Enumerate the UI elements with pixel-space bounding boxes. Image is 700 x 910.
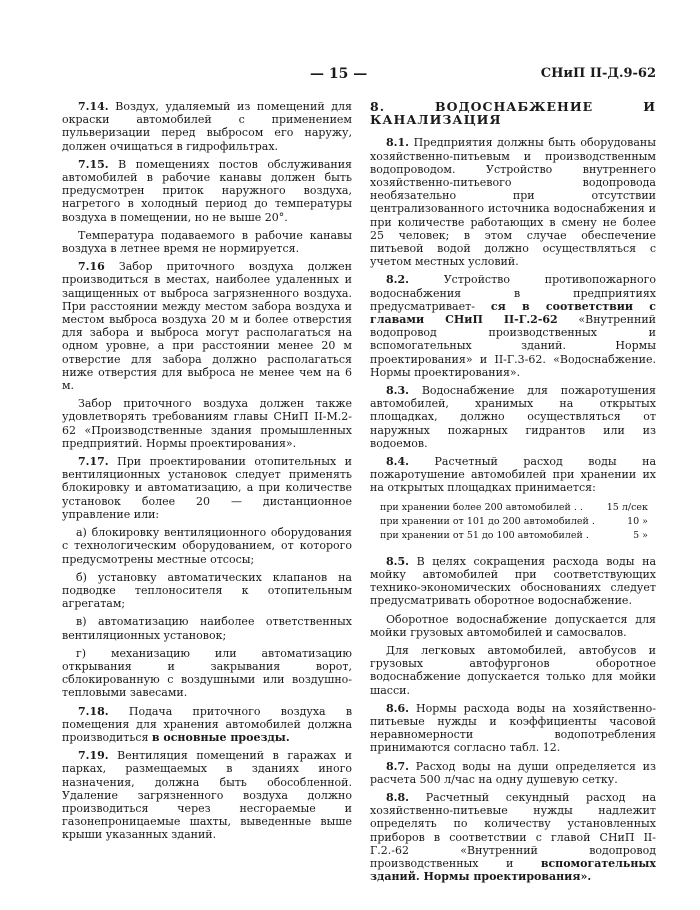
clause-text: Воздух, удаляемый из помещений для окраски автомобилей с применением пульверизации перед выбросом его наружу, должен очищаться в гидрофильтрах. bbox=[62, 100, 352, 153]
clause-number: 7.15. bbox=[78, 157, 109, 171]
rate-value: 5 » bbox=[633, 529, 648, 541]
clause-text-bold: ся в соответствии с главами СНиП II-Г.2-62 bbox=[370, 299, 656, 327]
clause-text: Водоснабжение для пожаротушения автомобилей, хранимых на открытых площадках, должно осуществляться от наружных пожарных гидрантов или из водоемов. bbox=[370, 384, 656, 450]
clause-text: Расчетный расход воды на пожаротушение автомобилей при хранении их на открытых площадках принимается: bbox=[370, 455, 656, 495]
clause-number: 8.3. bbox=[386, 384, 409, 398]
clause-number: 7.18. bbox=[78, 704, 109, 718]
clause-number: 7.16 bbox=[78, 260, 105, 274]
clause-text: Устройство противопожарного водоснабжения в предприятиях предусматривает- bbox=[370, 273, 656, 313]
clause-8-5-paragraph: Для легковых автомобилей, автобусов и грузовых автофургонов оборотное водоснабжение допускается только для мойки шасси. bbox=[370, 643, 656, 697]
rate-value: 10 » bbox=[627, 515, 648, 527]
clause-7-15 bbox=[62, 158, 352, 224]
clause-8-1 bbox=[370, 136, 656, 268]
clause-7-16-paragraph: Забор приточного воздуха должен также удовлетворять требованиям главы СНиП II-М.2-62 «Производственные здания промышленных предприятий. Нормы проектирования». bbox=[62, 397, 352, 450]
clause-text: Вентиляция помещений в гаражах и парках, размещаемых в зданиях иного назначения, должна быть обособленной. Удаление загрязненного воздуха должно производиться через несгораемые и газонепроницаемые шахты, выведенные выше крыши указанных зданий. bbox=[62, 749, 352, 842]
clause-8-2 bbox=[370, 273, 656, 379]
right-column bbox=[370, 100, 656, 888]
page-number: — 15 — bbox=[310, 66, 368, 82]
document-code: СНиП II-Д.9-62 bbox=[540, 66, 656, 81]
table-row bbox=[370, 515, 656, 529]
clause-number: 8.1. bbox=[386, 136, 409, 150]
rate-label: при хранении более 200 автомобилей . . bbox=[380, 501, 583, 513]
left-column bbox=[62, 100, 352, 847]
clause-7-16 bbox=[62, 260, 352, 392]
clause-8-8 bbox=[370, 791, 656, 883]
clause-number: 8.5. bbox=[386, 554, 409, 568]
clause-8-3 bbox=[370, 384, 656, 450]
clause-number: 8.7. bbox=[386, 759, 409, 773]
clause-7-18 bbox=[62, 705, 352, 745]
clause-text: В помещениях постов обслуживания автомобилей в рабочие канавы должен быть предусмотрен приток наружного воздуха, нагретого в холодный период до температуры воздуха в помещении, но не выше 20°. bbox=[62, 157, 352, 224]
clause-text: Подача приточного воздуха в помещения для хранения автомобилей должна производиться bbox=[62, 704, 353, 744]
clause-7-15-paragraph: Температура подаваемого в рабочие канавы воздуха в летнее время не нормируется. bbox=[62, 228, 352, 256]
rate-label: при хранении от 51 до 100 автомобилей . bbox=[380, 529, 589, 541]
page-header bbox=[60, 66, 656, 86]
clause-text: «Внутренний водопровод производственных и вспомогательных зданий. Нормы проектирования» и II-Г.3-62. «Водоснабжение. Нормы проектирования». bbox=[370, 313, 656, 379]
clause-text: Расход воды на души определяется из расчета 500 л/час на одну душевую сетку. bbox=[370, 759, 657, 786]
clause-text: Нормы расхода воды на хозяйственно-питьевые нужды и коэффициенты часовой неравномерности водопотребления принимаются согласно табл. 12. bbox=[370, 701, 656, 755]
clause-number: 7.19. bbox=[78, 749, 109, 763]
clause-8-5 bbox=[370, 555, 656, 608]
clause-8-4 bbox=[370, 455, 656, 495]
clause-8-5-paragraph: Оборотное водоснабжение допускается для мойки грузовых автомобилей и самосвалов. bbox=[370, 612, 656, 639]
clause-number: 8.8. bbox=[386, 790, 409, 804]
clause-7-17-item-b: б) установку автоматических клапанов на подводке теплоносителя к отопительным агрегатам; bbox=[62, 570, 352, 611]
clause-7-14 bbox=[62, 100, 352, 153]
rate-value: 15 л/сек bbox=[606, 501, 648, 513]
clause-number: 8.2. bbox=[386, 273, 409, 287]
clause-7-17-item-a: а) блокировку вентиляционного оборудования с технологическим оборудованием, от которого предусмотрены местные отсосы; bbox=[62, 526, 352, 566]
clause-text: Расчетный секундный расход на хозяйственно-питьевые нужды надлежит определять по количеству установленных приборов в соответствии с главой СНиП II-Г.2.-62 «Внутренний водопровод производственных и bbox=[370, 790, 657, 870]
clause-8-6 bbox=[370, 702, 656, 755]
clause-number: 8.6. bbox=[386, 701, 409, 715]
clause-text-bold: в основные проезды. bbox=[151, 730, 290, 744]
clause-text: В целях сокращения расхода воды на мойку автомобилей при соответствующих технико-экономических обоснованиях следует предусматривать оборотное водоснабжение. bbox=[370, 554, 657, 608]
section-title: 8. ВОДОСНАБЖЕНИЕ И КАНАЛИЗАЦИЯ bbox=[370, 99, 656, 128]
rate-label: при хранении от 101 до 200 автомобилей . bbox=[380, 515, 595, 527]
clause-text: При проектировании отопительных и вентиляционных установок следует применять блокировку и автоматизацию, а при количестве установок более 20 — дистанционное управление или: bbox=[62, 455, 353, 521]
table-row bbox=[370, 529, 656, 543]
clause-text-bold: вспомогательных зданий. Нормы проектирования». bbox=[370, 856, 656, 884]
clause-7-17-item-c: в) автоматизацию наиболее ответственных вентиляционных установок; bbox=[62, 615, 352, 642]
clause-number: 7.14. bbox=[78, 100, 109, 113]
clause-text: Предприятия должны быть оборудованы хозяйственно-питьевым и производственным водопроводом. Устройство внутреннего хозяйственно-питьевого водопровода необязательно при отсутствии централизованного источника водоснабжения и при количестве работающих в смену не более 25 человек; в этом случае обеспечение питьевой водой должно осуществляться с учетом местных условий. bbox=[370, 136, 657, 269]
clause-number: 8.4. bbox=[386, 455, 409, 469]
clause-7-17 bbox=[62, 455, 352, 521]
clause-number: 7.17. bbox=[78, 455, 109, 469]
clause-7-17-item-d: г) механизацию или автоматизацию открывания и закрывания ворот, сблокированную с воздушными или воздушно-тепловыми завесами. bbox=[62, 646, 352, 700]
clause-8-7 bbox=[370, 760, 656, 786]
flow-rate-table bbox=[370, 501, 656, 543]
table-row bbox=[370, 501, 656, 515]
clause-7-19 bbox=[62, 749, 352, 841]
clause-text: Забор приточного воздуха должен производиться в местах, наиболее удаленных и защищенных от выброса загрязненного воздуха. При расстоянии между местом забора воздуха и местом выброса воздуха 20 м и более отверстия для забора и выброса могут располагаться на одном уровне, а при расстоянии менее 20 м отверстие для забора должно располагаться ниже отверстия для выброса не менее чем на 6 м. bbox=[62, 260, 352, 393]
